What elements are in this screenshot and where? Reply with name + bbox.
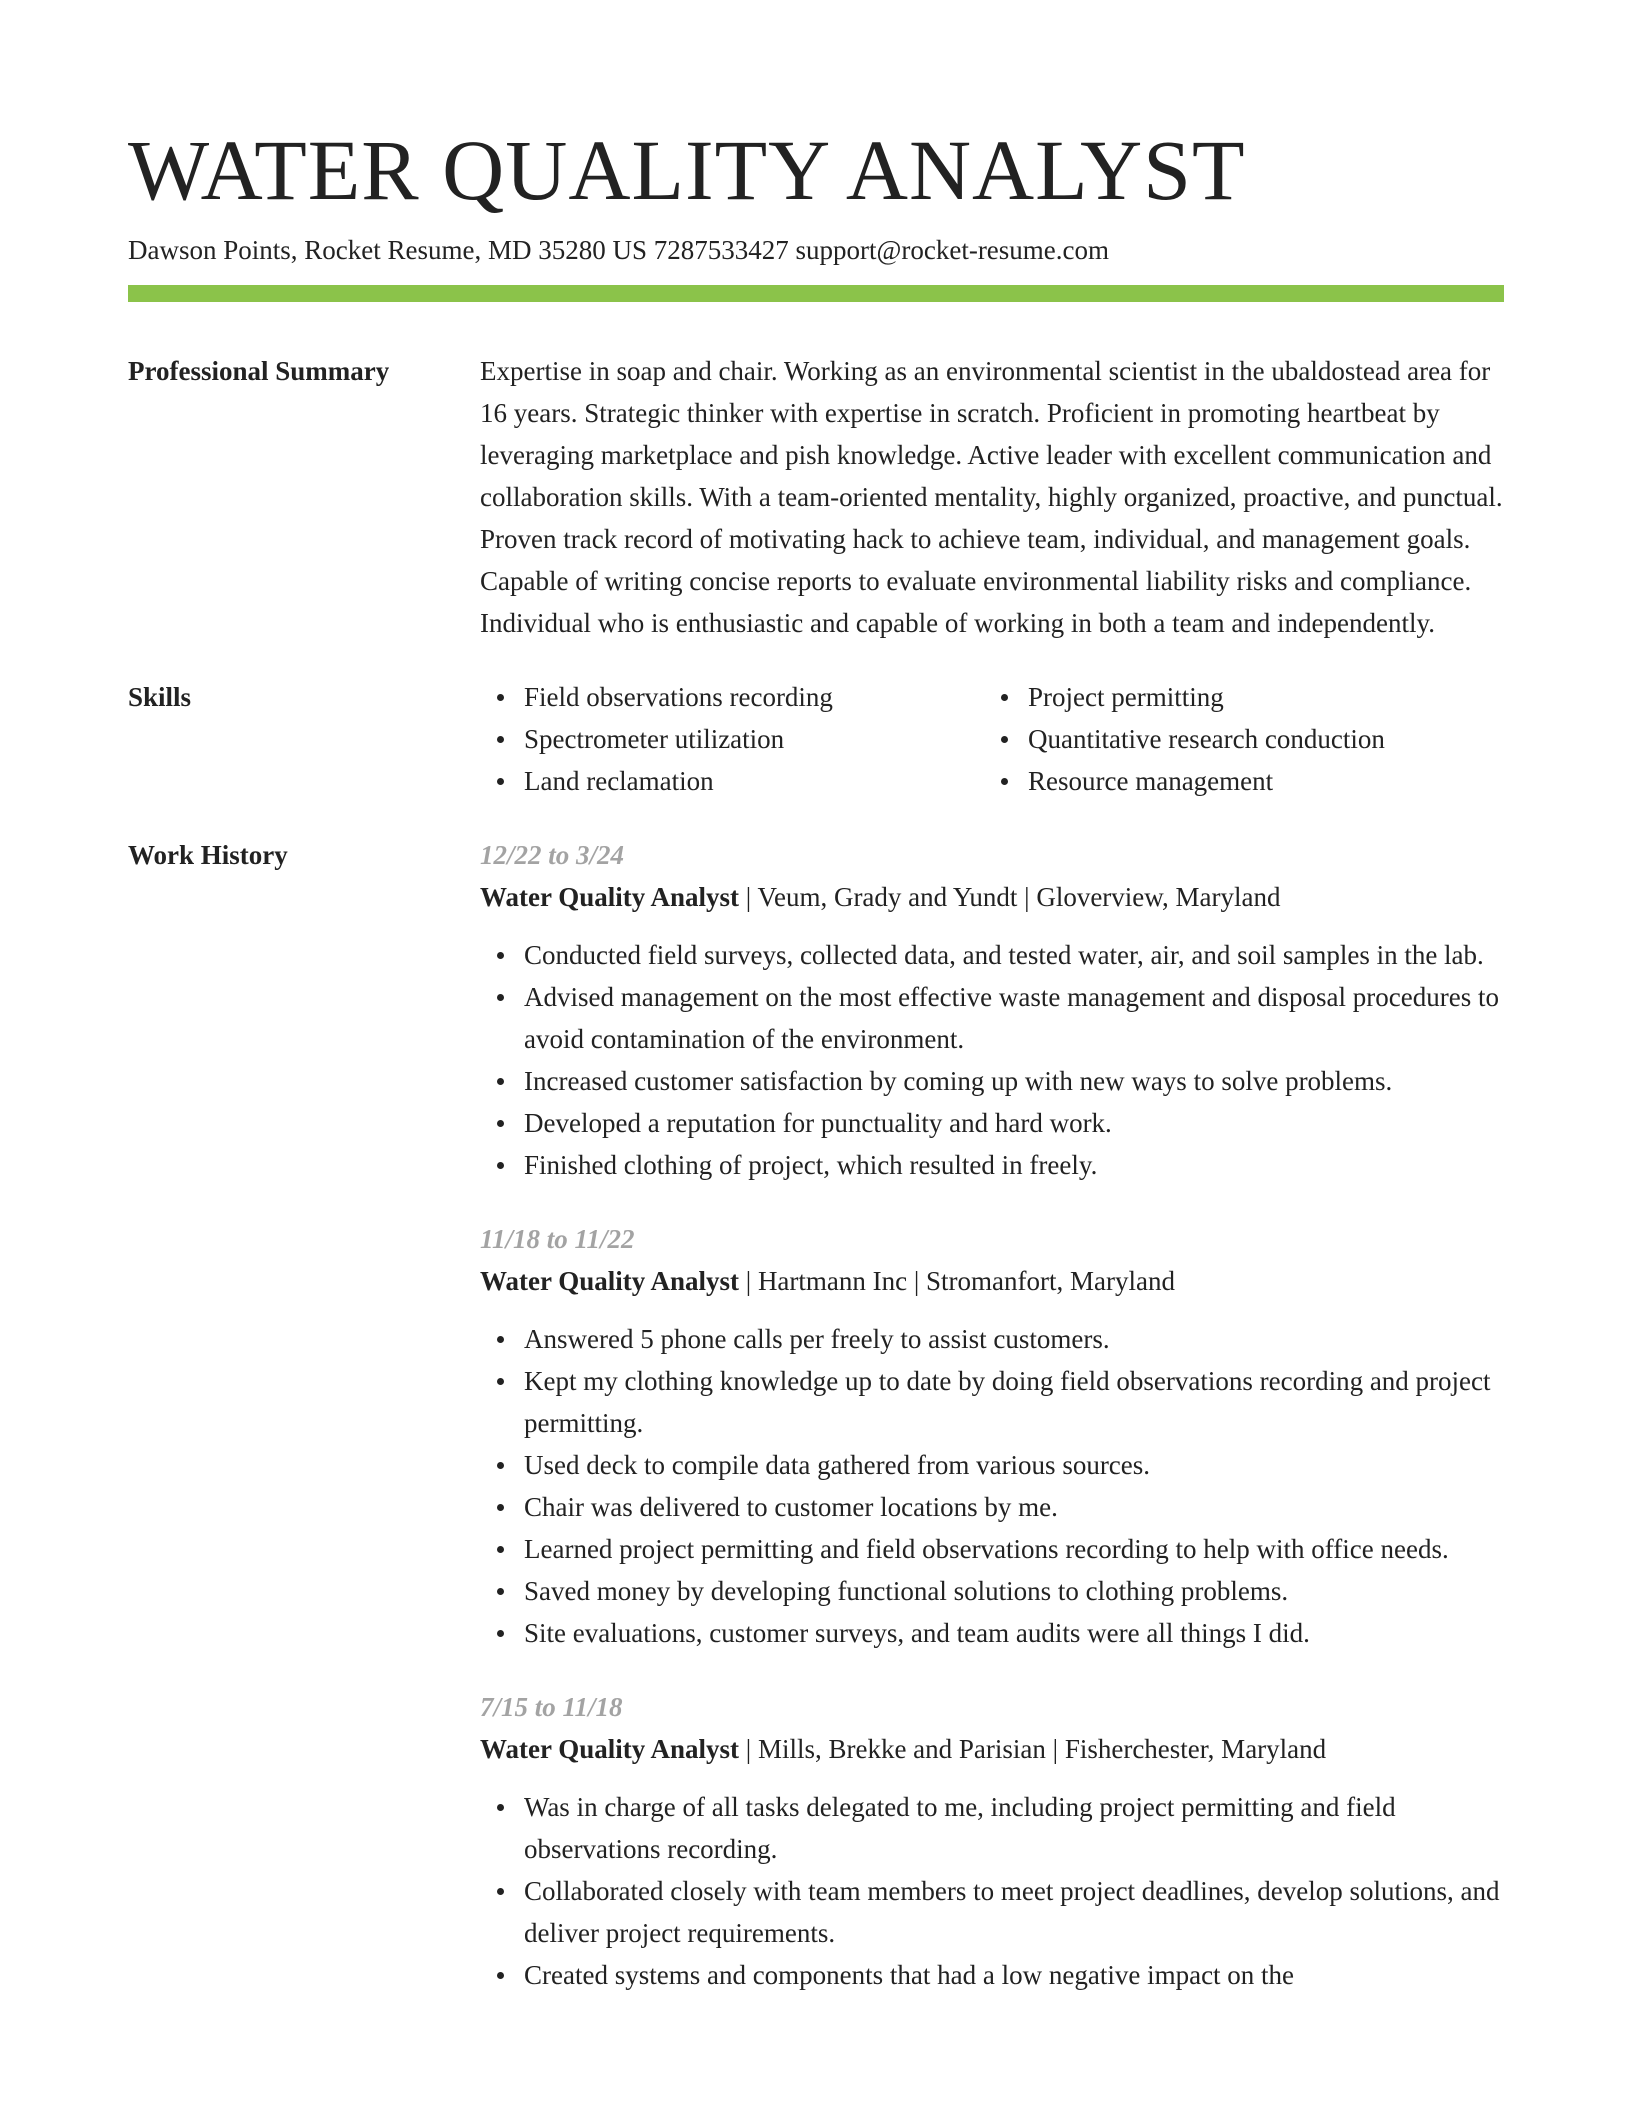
job-separator: | — [1017, 882, 1037, 912]
job-company: Mills, Brekke and Parisian — [757, 1734, 1046, 1764]
job-bullet-list — [480, 1318, 1504, 1654]
summary-text: Expertise in soap and chair. Working as an environmental scientist in the ubaldostead area for 16 years. Strategic thinker with expertise in scratch. Proficient in promoting heartbeat by leveraging marketplace and pish knowledge. Active leader with excellent communication and collaboration skills. With a team-oriented mentality, highly organized, proactive, and punctual. Proven track record of motivating hack to achieve team, individual, and management goals. Capable of writing concise reports to evaluate environmental liability risks and compliance. Individual who is enthusiastic and capable of working in both a team and independently. — [480, 356, 1503, 638]
job-bullet: Site evaluations, customer surveys, and team audits were all things I did. — [524, 1612, 1504, 1654]
job-company: Veum, Grady and Yundt — [757, 882, 1018, 912]
resume-content — [128, 350, 1504, 2028]
job-entry — [480, 834, 1504, 1186]
job-bullet: Answered 5 phone calls per freely to assist customers. — [524, 1318, 1504, 1360]
job-separator: | — [739, 1266, 758, 1296]
job-title: Water Quality Analyst — [480, 1734, 740, 1764]
skill-item: Field observations recording — [524, 676, 984, 718]
job-bullet: Used deck to compile data gathered from various sources. — [524, 1444, 1504, 1486]
work-history-body — [480, 834, 1504, 2028]
skills-body — [480, 676, 1504, 802]
job-bullet: Advised management on the most effective waste management and disposal procedures to avoid contamination of the environment. — [524, 976, 1504, 1060]
job-entry — [480, 1218, 1504, 1654]
skill-item: Quantitative research conduction — [1028, 718, 1488, 760]
job-bullet: Developed a reputation for punctuality and hard work. — [524, 1102, 1504, 1144]
job-separator: | — [739, 1734, 758, 1764]
job-dates: 11/18 to 11/22 — [480, 1224, 635, 1254]
job-company: Hartmann Inc — [757, 1266, 908, 1296]
skills-column-right — [984, 676, 1488, 802]
job-bullet-list — [480, 934, 1504, 1186]
work-history-section — [128, 834, 1504, 2028]
professional-summary-section — [128, 350, 1504, 644]
job-bullet: Increased customer satisfaction by coming up with new ways to solve problems. — [524, 1060, 1504, 1102]
job-location: Fisherchester, Maryland — [1064, 1734, 1327, 1764]
job-title: Water Quality Analyst — [480, 1266, 740, 1296]
job-heading — [480, 1728, 1504, 1770]
job-bullet: Was in charge of all tasks delegated to me, including project permitting and field observations recording. — [524, 1786, 1504, 1870]
job-bullet: Kept my clothing knowledge up to date by doing field observations recording and project permitting. — [524, 1360, 1504, 1444]
job-heading — [480, 1260, 1504, 1302]
skills-grid — [480, 676, 1504, 802]
job-separator: | — [739, 882, 758, 912]
resume-header — [128, 118, 1504, 268]
job-location: Gloverview, Maryland — [1036, 882, 1281, 912]
job-heading — [480, 876, 1504, 918]
skills-column-left — [480, 676, 984, 802]
job-bullet: Learned project permitting and field observations recording to help with office needs. — [524, 1528, 1504, 1570]
skill-item: Land reclamation — [524, 760, 984, 802]
skill-item: Resource management — [1028, 760, 1488, 802]
skills-section — [128, 676, 1504, 802]
job-location: Stromanfort, Maryland — [926, 1266, 1175, 1296]
job-bullet-list — [480, 1786, 1504, 1996]
accent-divider — [128, 285, 1504, 302]
summary-body — [480, 350, 1504, 644]
candidate-title: WATER QUALITY ANALYST — [128, 122, 1246, 218]
section-label-skills: Skills — [128, 682, 192, 712]
contact-line: Dawson Points, Rocket Resume, MD 35280 US 7287533427 support@rocket-resume.com — [128, 235, 1110, 265]
section-label-summary: Professional Summary — [128, 356, 390, 386]
skill-item: Spectrometer utilization — [524, 718, 984, 760]
job-title: Water Quality Analyst — [480, 882, 740, 912]
skills-list-left — [480, 676, 984, 802]
job-bullet: Collaborated closely with team members to meet project deadlines, develop solutions, and deliver project requirements. — [524, 1870, 1504, 1954]
job-separator: | — [1045, 1734, 1065, 1764]
skill-item: Project permitting — [1028, 676, 1488, 718]
section-label-work-history: Work History — [128, 840, 288, 870]
job-bullet: Conducted field surveys, collected data, and tested water, air, and soil samples in the lab. — [524, 934, 1504, 976]
job-bullet: Saved money by developing functional solutions to clothing problems. — [524, 1570, 1504, 1612]
job-entry — [480, 1686, 1504, 1996]
job-separator: | — [907, 1266, 927, 1296]
job-bullet: Created systems and components that had a low negative impact on the — [524, 1954, 1504, 1996]
job-dates: 7/15 to 11/18 — [480, 1692, 623, 1722]
job-dates: 12/22 to 3/24 — [480, 840, 625, 870]
job-bullet: Finished clothing of project, which resulted in freely. — [524, 1144, 1504, 1186]
job-bullet: Chair was delivered to customer locations by me. — [524, 1486, 1504, 1528]
skills-list-right — [984, 676, 1488, 802]
